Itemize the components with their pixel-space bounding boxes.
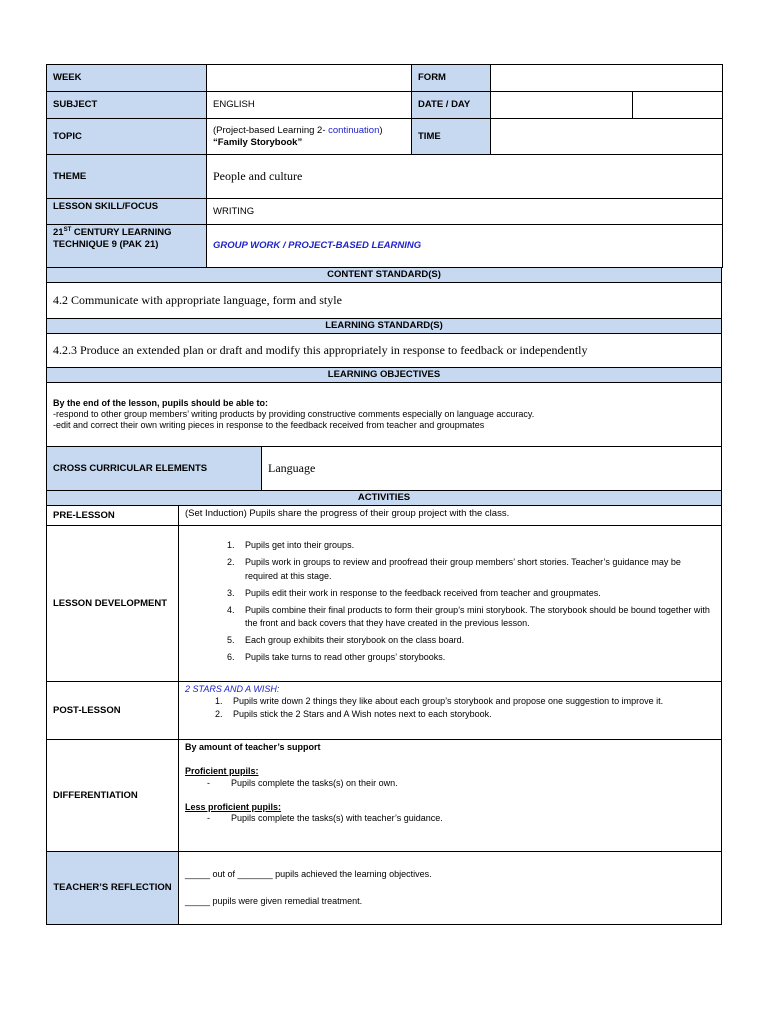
proficient-dash: - [207, 777, 210, 788]
pak-label: 21ST CENTURY LEARNING TECHNIQUE 9 (PAK 21) [47, 225, 207, 268]
time-label: TIME [412, 119, 491, 155]
reflection-line-1[interactable]: _____ out of _______ pupils achieved the learning objectives. [185, 868, 432, 879]
lesson-development-body [179, 526, 722, 682]
topic-value: (Project-based Learning 2- continuation) “Family Storybook” [207, 119, 412, 155]
date-value[interactable] [491, 92, 633, 119]
reflection-line-2[interactable]: _____ pupils were given remedial treatment. [185, 896, 363, 906]
week-label: WEEK [47, 65, 207, 92]
theme-value: People and culture [207, 155, 723, 199]
less-proficient-dash: - [207, 813, 210, 823]
objective-2: -edit and correct their own writing pieces in response to the feedback received from teacher and groupmates [53, 420, 485, 431]
development-item-2: 2. Pupils work in groups to review and proofread their group members’ short stories. Teacher’s guidance may be required at this stage. [237, 556, 715, 584]
development-item-6: 6. Pupils take turns to read other groups’ storybooks. [237, 651, 715, 665]
lesson-plan [46, 64, 722, 925]
continuation-text: continuation [328, 124, 380, 136]
header-table [46, 64, 723, 268]
skill-value: WRITING [207, 199, 723, 225]
skill-label: LESSON SKILL/FOCUS [47, 199, 207, 225]
subject-label: SUBJECT [47, 92, 207, 119]
learning-standard-title: LEARNING STANDARD(S) [47, 319, 722, 334]
less-proficient-text: Pupils complete the tasks(s) with teacher’s guidance. [231, 813, 443, 823]
reflection-body [179, 852, 722, 925]
learning-objectives-title: LEARNING OBJECTIVES [47, 368, 722, 383]
content-standard-title: CONTENT STANDARD(S) [47, 268, 722, 283]
differentiation-body [179, 740, 722, 852]
development-item-4: 4. Pupils combine their final products to form their group’s mini storybook. The storybook should be bound together with the front and back covers that they have created in the previous lesson. [237, 604, 715, 632]
date-label: DATE / DAY [412, 92, 491, 119]
cross-curricular-label: CROSS CURRICULAR ELEMENTS [47, 447, 262, 491]
post-lesson-label: POST-LESSON [47, 682, 179, 740]
objective-1: -respond to other group members’ writing products by providing constructive comments especially on language accuracy. [53, 408, 535, 419]
pre-lesson-text: (Set Induction) Pupils share the progress of their group project with the class. [179, 506, 722, 526]
post-item-2: 2. Pupils stick the 2 Stars and A Wish notes next to each storybook. [225, 708, 715, 721]
week-value[interactable] [207, 65, 412, 92]
pre-lesson-label: PRE-LESSON [47, 506, 179, 526]
theme-label: THEME [47, 155, 207, 199]
topic-title: “Family Storybook” [213, 136, 303, 148]
post-lesson-title: 2 STARS AND A WISH: [185, 684, 280, 694]
post-item-1: 1. Pupils write down 2 things they like about each group’s storybook and propose one suggestion to improve it. [225, 695, 715, 708]
content-standard-text: 4.2 Communicate with appropriate language, form and style [47, 283, 722, 319]
activities-table [46, 490, 722, 925]
cross-curricular-table [46, 446, 722, 491]
less-proficient-title: Less proficient pupils: [185, 801, 282, 812]
development-item-3: 3. Pupils edit their work in response to the feedback received from teacher and groupmates. [237, 587, 715, 601]
reflection-label: TEACHER’S REFLECTION [47, 852, 179, 925]
post-lesson-body [179, 682, 722, 740]
activities-title: ACTIVITIES [47, 491, 722, 506]
proficient-title: Proficient pupils: [185, 766, 259, 777]
cross-curricular-value: Language [262, 447, 722, 491]
learning-standard-text: 4.2.3 Produce an extended plan or draft and modify this appropriately in response to feedback or independently [47, 334, 722, 368]
development-list [185, 539, 715, 666]
post-lesson-list [185, 695, 715, 720]
development-item-1: 1. Pupils get into their groups. [237, 539, 715, 553]
development-item-5: 5. Each group exhibits their storybook on the class board. [237, 634, 715, 648]
differentiation-intro: By amount of teacher’s support [185, 742, 321, 752]
objectives-intro: By the end of the lesson, pupils should be able to: [53, 397, 269, 408]
differentiation-label: DIFFERENTIATION [47, 740, 179, 852]
topic-label: TOPIC [47, 119, 207, 155]
time-value[interactable] [491, 119, 723, 155]
proficient-text: Pupils complete the tasks(s) on their own. [231, 777, 398, 788]
lesson-development-label: LESSON DEVELOPMENT [47, 526, 179, 682]
pak-value: GROUP WORK / PROJECT-BASED LEARNING [207, 225, 723, 268]
learning-objectives-body [47, 383, 722, 447]
form-label: FORM [412, 65, 491, 92]
day-value[interactable] [633, 92, 723, 119]
form-value[interactable] [491, 65, 723, 92]
subject-value: ENGLISH [207, 92, 412, 119]
standards-table [46, 267, 722, 447]
